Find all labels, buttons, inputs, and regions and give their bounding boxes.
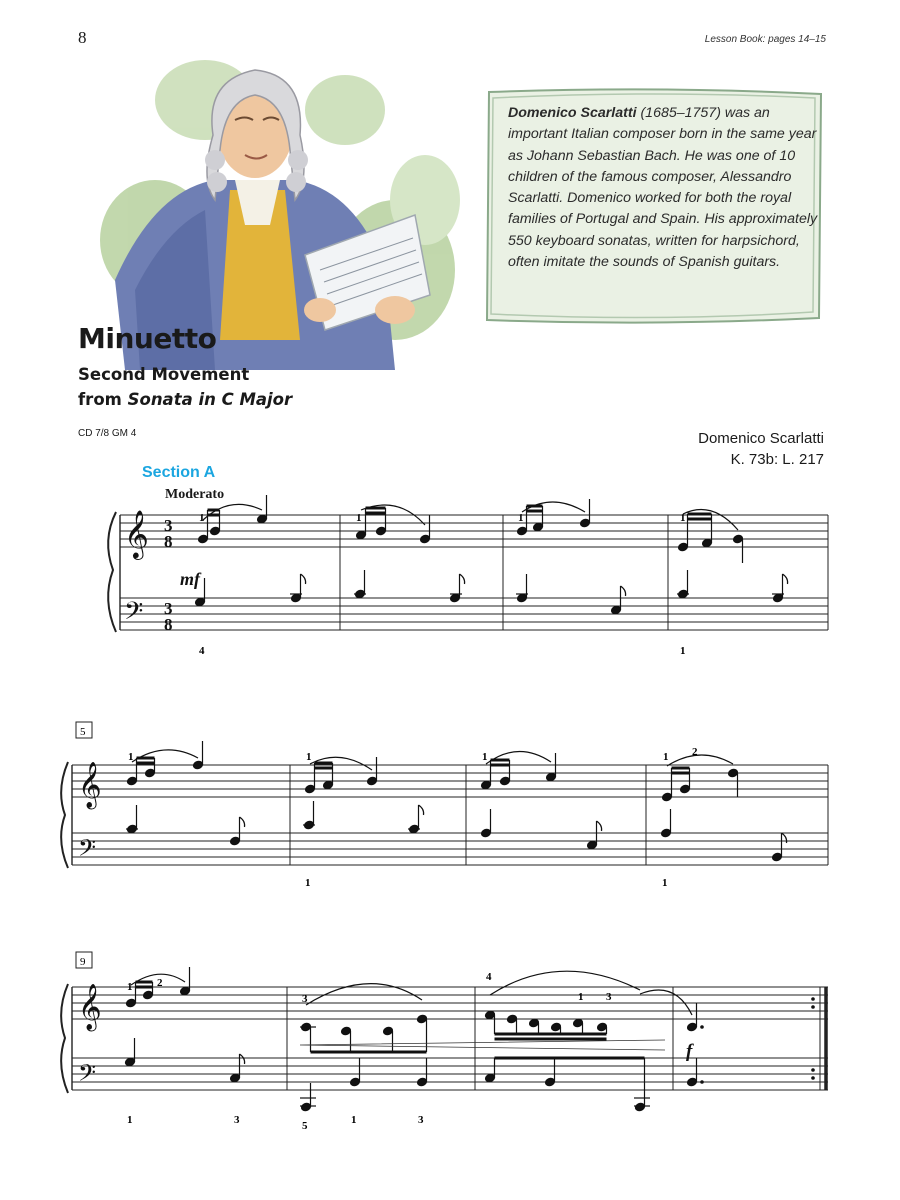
fingering: 1 bbox=[662, 877, 668, 889]
fingering: 3 bbox=[302, 993, 308, 1005]
system-2 bbox=[72, 765, 828, 865]
piece-source-work: Sonata in C Major bbox=[127, 390, 293, 409]
brace-1 bbox=[108, 512, 116, 632]
fingering: 4 bbox=[199, 645, 205, 657]
svg-text:3: 3 bbox=[164, 599, 173, 618]
catalog-number: K. 73b: L. 217 bbox=[730, 451, 824, 468]
fingering: 1 bbox=[356, 512, 362, 524]
fingering: 1 bbox=[127, 1114, 133, 1126]
fingering: 1 bbox=[680, 645, 686, 657]
measure-3 bbox=[516, 499, 626, 615]
fingering: 1 bbox=[663, 751, 669, 763]
fingering: 3 bbox=[234, 1114, 240, 1126]
treble-clef-icon: 𝄞 bbox=[124, 509, 149, 558]
svg-text:3: 3 bbox=[164, 516, 173, 535]
measure-5 bbox=[126, 741, 245, 846]
bass-clef-icon: 𝄢 bbox=[78, 834, 97, 867]
measure-9 bbox=[124, 967, 244, 1083]
fingering: 1 bbox=[680, 512, 686, 524]
measure-12 bbox=[640, 990, 704, 1087]
bio-name: Domenico Scarlatti bbox=[508, 105, 637, 121]
fingering: 1 bbox=[305, 877, 311, 889]
book-reference: Lesson Book: pages 14–15 bbox=[704, 34, 826, 45]
composer-credit: Domenico Scarlatti bbox=[698, 430, 824, 447]
dynamic-f: f bbox=[686, 1041, 693, 1062]
fingering: 4 bbox=[486, 971, 492, 983]
measure-1-treble bbox=[197, 495, 267, 544]
system-3 bbox=[72, 987, 828, 1090]
fingering: 1 bbox=[127, 981, 133, 993]
fingering: 1 bbox=[518, 512, 524, 524]
system-1 bbox=[120, 515, 828, 630]
measure-6 bbox=[303, 757, 424, 834]
piece-subtitle: Second Movement bbox=[78, 365, 250, 384]
fingering: 1 bbox=[482, 751, 488, 763]
bass-clef-icon: 𝄢 bbox=[124, 597, 144, 632]
svg-text:8: 8 bbox=[164, 615, 173, 634]
brace-2 bbox=[61, 762, 68, 868]
cd-reference: CD 7/8 GM 4 bbox=[78, 428, 137, 439]
fingering: 1 bbox=[306, 751, 312, 763]
fingering: 1 bbox=[128, 751, 134, 763]
measure-number-5: 5 bbox=[80, 726, 86, 738]
fingering: 1 bbox=[351, 1114, 357, 1126]
measure-number-9: 9 bbox=[80, 956, 86, 968]
bio-body: (1685–1757) was an important Italian composer born in the same year as Johann Sebastian Bach. He was one of 10 children of the famous composer, Alessandro Scarlatti. Domenico worked for both the royal families of Portugal and Spain. His approximately 550 keyboard sonatas, written for harpsichord, often imitate the sounds of Spanish guitars. bbox=[508, 105, 818, 271]
fingering: 5 bbox=[302, 1120, 308, 1132]
fingering: 2 bbox=[692, 746, 698, 758]
bass-clef-icon: 𝄢 bbox=[78, 1059, 97, 1092]
fingering: 3 bbox=[418, 1114, 424, 1126]
measure-2 bbox=[354, 505, 465, 603]
section-label: Section A bbox=[142, 464, 216, 481]
measure-7 bbox=[480, 751, 601, 849]
measure-1-bass bbox=[194, 574, 305, 607]
measure-4 bbox=[677, 510, 788, 603]
page-number: 8 bbox=[78, 28, 87, 47]
crescendo-hairpin bbox=[300, 1040, 665, 1050]
fingering: 1 bbox=[199, 512, 205, 524]
fingering: 2 bbox=[157, 977, 163, 989]
fingering: 1 bbox=[578, 991, 584, 1003]
dynamic-mf: mf bbox=[180, 569, 200, 589]
time-signature bbox=[164, 516, 173, 634]
treble-clef-icon: 𝄞 bbox=[78, 984, 102, 1030]
piece-source-prefix: from bbox=[78, 390, 128, 409]
tempo-marking: Moderato bbox=[165, 487, 225, 502]
fingering: 3 bbox=[606, 991, 612, 1003]
treble-clef-icon: 𝄞 bbox=[78, 762, 102, 808]
piece-title: Minuetto bbox=[78, 322, 217, 355]
measure-8 bbox=[660, 755, 786, 862]
svg-text:8: 8 bbox=[164, 532, 173, 551]
brace-3 bbox=[61, 984, 68, 1093]
repeat-dots bbox=[811, 997, 815, 1080]
